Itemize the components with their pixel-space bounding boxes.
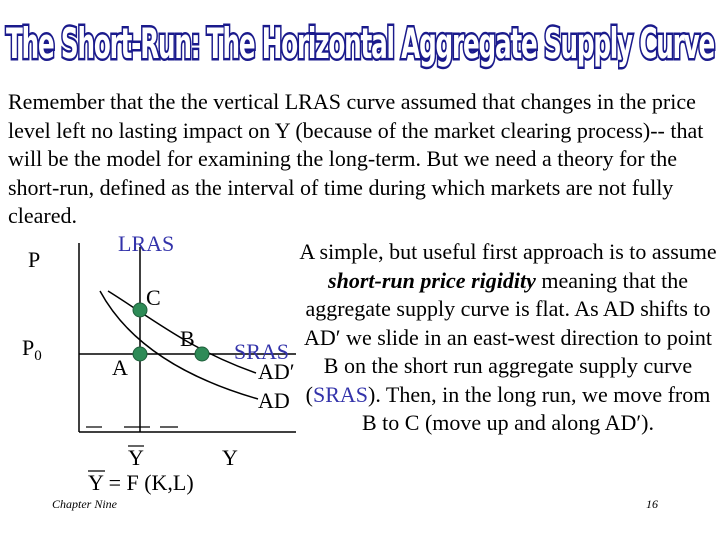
point-c-marker [133,303,147,317]
chapter-footer: Chapter Nine [52,497,117,511]
explanation-sras: SRAS [312,381,368,407]
point-b-marker [195,347,209,361]
intro-paragraph: Remember that the the vertical LRAS curve assumed that changes in the price level left no lasting impact on Y (because of the market clearing process)-- that will be the model for examining the long-term. But we need a theory for the short-run, defined as the interval of time during which markets are not fully cleared. [8,89,704,228]
slide-title-text: The Short-Run: The Horizontal Aggregate Supply Curve [6,19,715,68]
ad-prime-label: AD′ [258,359,295,384]
explanation-paragraph [296,238,720,438]
sras-label: SRAS [234,339,290,364]
p0-label-letter: P [22,335,35,360]
p0-label [22,335,42,364]
page-number: 16 [646,497,658,511]
explanation-part2: meaning that the aggregate supply curve is flat. As AD shifts to AD′ we slide in an east-west direction to point B on the short run aggregate supply curve ( [303,267,713,407]
point-a-marker [133,347,147,361]
explanation-emphasis: short-run price rigidity [328,267,536,293]
explanation-part1: A simple, but useful first approach is to assume [299,239,717,264]
point-c-label: C [146,285,161,310]
y-bar-label: Y [128,445,144,470]
y-axis-label: P [28,247,41,272]
explanation-part3: ). Then, in the long run, we move from B to C (move up and along AD′). [361,381,711,435]
x-axis-end-label: Y [222,445,238,470]
p0-label-subscript: 0 [34,348,42,364]
point-a-label: A [112,355,128,380]
lras-label: LRAS [118,231,175,256]
production-function-equation: Y = F (K,L) [88,470,194,495]
ad-as-diagram [0,225,320,500]
slide-title [0,0,720,80]
ad-label: AD [258,388,290,413]
point-b-label: B [180,326,195,351]
